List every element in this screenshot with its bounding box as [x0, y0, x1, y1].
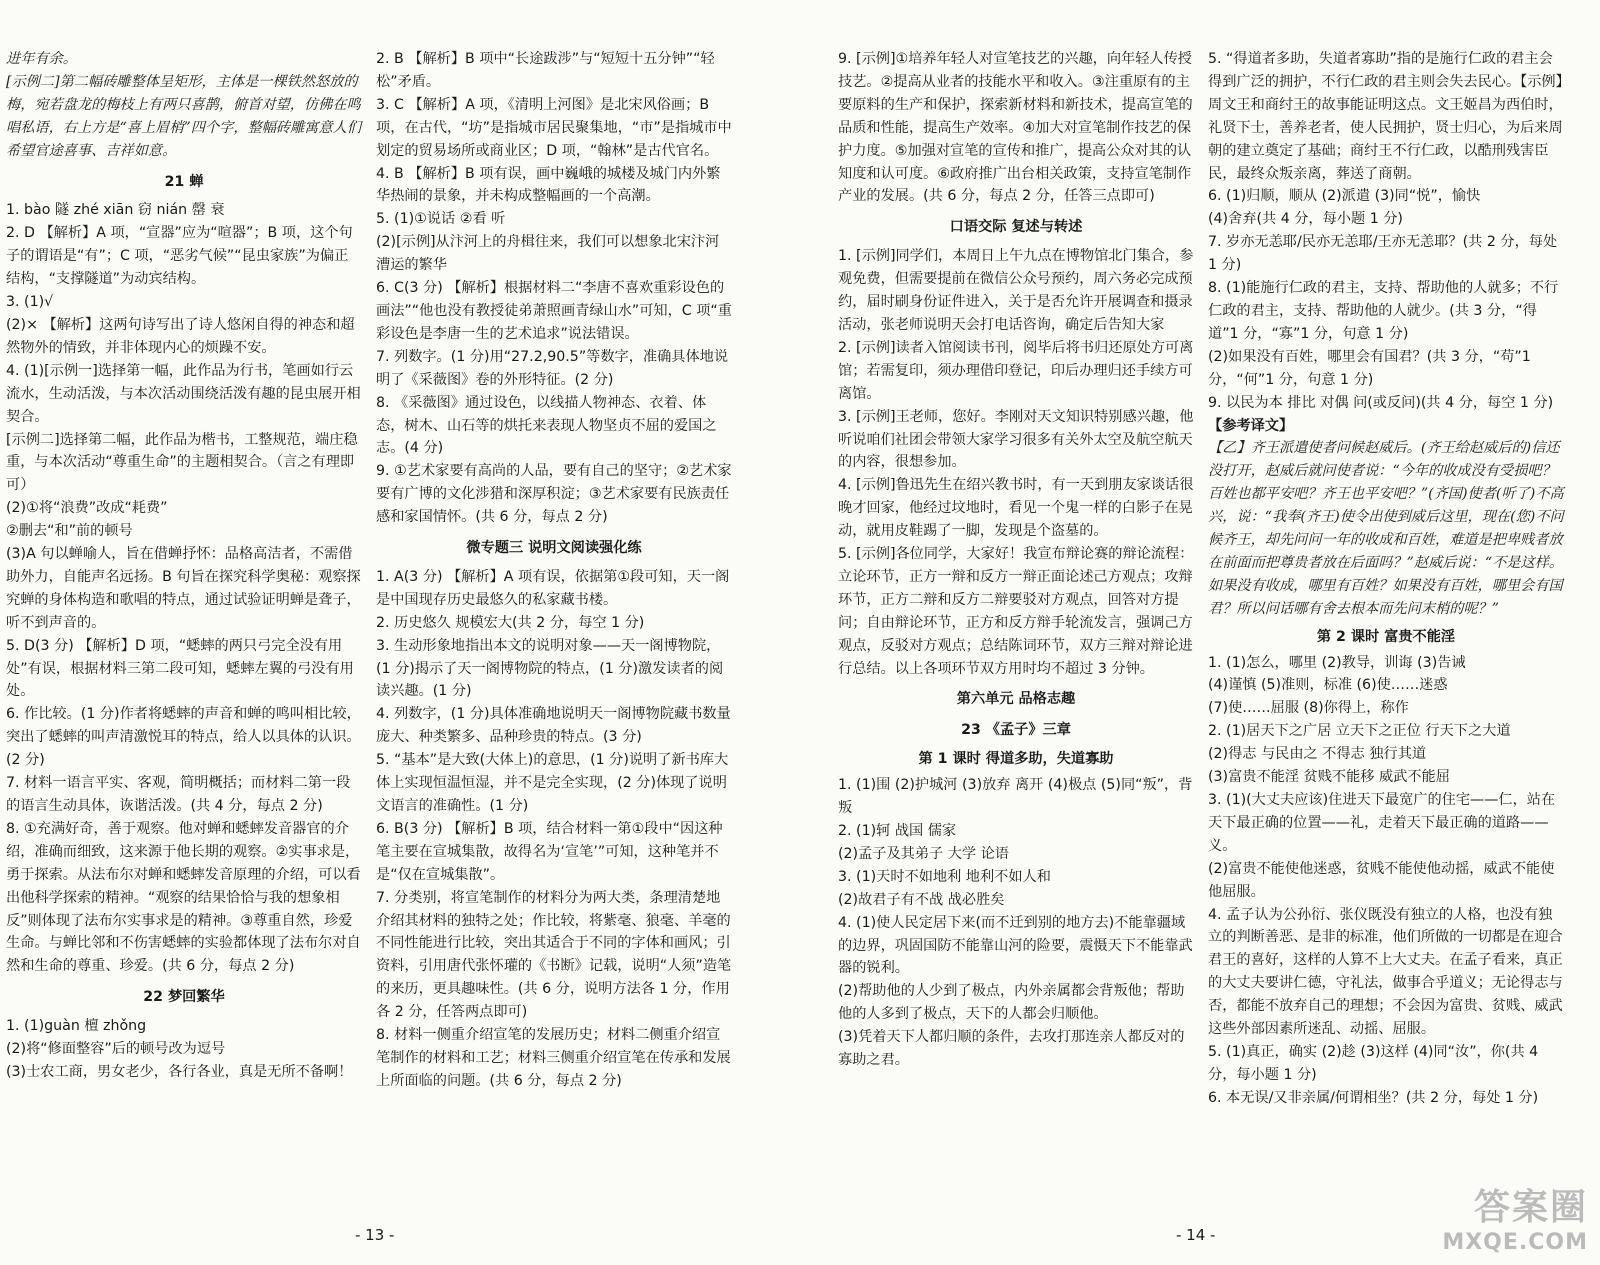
- answer-line: 3. C 【解析】A 项，《清明上河图》是北宋风俗画；B 项，在古代，“坊”是指城市居民聚集地，“市”是指城市中划定的贸易场所或商业区；D 项，“翰林”是古代官名。: [376, 96, 732, 159]
- section-heading: 22 梦回繁华: [143, 989, 225, 1006]
- answer-line: 2. 历史悠久 规模宏大(共 2 分，每空 1 分): [376, 614, 645, 631]
- page-number-14: - 14 -: [1176, 1226, 1216, 1244]
- answer-line: 9. [示例]①培养年轻人对宣笔技艺的兴趣，向年轻人传授技艺。②提高从业者的技能水平和收入。③注重原有的主要原料的生产和保护，探索新材料和新技术，提高宣笔的品质和性能，提高生产效率。④加大对宣笔制作技艺的保护力度。⑤加强对宣笔的宣传和推广，提高公众对其的认知度和认可度。⑥政府推广出台相关政策，支持宣笔制作产业的发展。(共 6 分，每点 2 分，任答三点即可): [838, 51, 1193, 205]
- answer-line: 2. [示例]读者入馆阅读书刊，阅毕后将书归还原处方可离馆；若需复印，须办理借印登记，印后办理归还手续方可离馆。: [838, 339, 1194, 402]
- answer-line: 9. 以民为本 排比 对偶 问(或反问)(共 4 分，每空 1 分): [1208, 394, 1554, 411]
- right-column-2: [1208, 48, 1564, 1110]
- answer-line: 4. B 【解析】B 项有误，画中巍峨的城楼及城门内外繁华热闹的景象，并未构成整幅画的一个高潮。: [376, 165, 721, 205]
- answer-line: 2. (1)轲 战国 儒家: [838, 823, 957, 839]
- answer-line: (7)使……屈服 (8)你得上，称作: [1208, 700, 1409, 717]
- answer-line: (2)富贵不能使他迷惑，贫贱不能使他动摇，威武不能使他屈服。: [1208, 860, 1555, 900]
- watermark: [1442, 1179, 1588, 1255]
- answer-line: 6. (1)归顺，顺从 (2)派遣 (3)同“悦”，愉快: [1208, 188, 1481, 205]
- answer-line: 6. 作比较。(1 分)作者将蟋蟀的声音和蝉的鸣叫相比较，突出了蟋蟀的叫声清激悦耳的特点，给人以具体的认识。(2 分): [6, 706, 361, 769]
- section-heading: 【乙】齐王派遣使者问候赵威后。(齐王给赵威后的)信还没打开，赵威后就问使者说：“今年的收成没有受损吧？百姓也都平安吧？齐王也平安吧？”(齐国)使者(听了)不高兴，说：“我奉(齐王)使令出使到威后这里，现在(您)不问候齐王，却先问问一年的收成和百姓，难道是把卑贱者放在前面而把尊贵者放在后面吗？”赵威后说：“不是这样。如果没有收成，哪里有百姓？如果没有百姓，哪里会有国君？所以问话哪有舍去根本而先问末梢的呢？”: [1208, 440, 1564, 617]
- watermark-url: MXQE.COM: [1442, 1230, 1588, 1255]
- answer-line: 4. (1)使人民定居下来(而不迁到别的地方去)不能靠疆域的边界，巩固国防不能靠山河的险要，震慑天下不能靠武器的锐利。: [838, 914, 1193, 977]
- answer-line: 4. 列数字，(1 分)具体准确地说明天一阁博物院藏书数量庞大、种类繁多、品种珍贵的特点。(3 分): [376, 706, 731, 746]
- left-column-1: [6, 48, 362, 1084]
- answer-line: 8. 《采薇图》通过设色，以线描人物神态、衣着、体态，树木、山石等的烘托来表现人物坚贞不屈的爱国之志。(4 分): [376, 394, 717, 457]
- answer-line: 5. “得道者多助，失道者寡助”指的是施行仁政的君主会得到广泛的拥护，不行仁政的君主则会失去民心。【示例】周文王和商纣王的故事能证明这点。文王姬昌为西伯时，礼贤下士，善养老者，使人民拥护，贤士归心，为后来周朝的建立奠定了基础；商纣王不行仁政，以酷刑残害臣民，最终众叛亲离，葬送了商朝。: [1208, 51, 1563, 182]
- answer-line: (2)①将“浪费”改成“耗费”: [6, 500, 168, 517]
- answer-line: 4. 孟子认为公孙衍、张仪既没有独立的人格，也没有独立的判断善恶、是非的标准，他们所做的一切都是在迎合君王的喜好，这样的人算不上大丈夫。在孟子看来，真正的大丈夫要讲仁德，守礼法，做事合乎道义；无论得志与否，都能不放弃自己的理想；不会因为富贵、贫贱、威武这些外部因素所迷乱、动摇、屈服。: [1208, 906, 1563, 1038]
- answer-line: 1. (1)guàn 檀 zhǒng: [6, 1018, 147, 1035]
- answer-line: 3. (1)√: [6, 294, 54, 311]
- answer-line: 8. 材料一侧重介绍宣笔的发展历史；材料二侧重介绍宣笔制作的材料和工艺；材料三侧重介绍宣笔在传承和发展上所面临的问题。(共 6 分，每点 2 分): [376, 1027, 731, 1089]
- watermark-title: 答案圈: [1473, 1187, 1588, 1228]
- section-heading: 第六单元 品格志趣: [956, 691, 1076, 708]
- answer-line: 7. 分类别，将宣笔制作的材料分为两大类，条理清楚地介绍其材料的独特之处；作比较，将紫毫、狼毫、羊毫的不同性能进行比较，突出其适合于不同的字体和画风；引资料，引用唐代张怀瓘的《书断》记载，说明“人须”造笔的来历，更具趣味性。(共 6 分，说明方法各 1 分，作用各 2 分，任答两点即可): [376, 889, 732, 1021]
- section-heading: 21 蝉: [164, 173, 204, 190]
- answer-line: (4)舍弃(共 4 分，每小题 1 分): [1208, 211, 1403, 228]
- answer-line: 5. D(3 分) 【解析】D 项，“蟋蟀的两只弓完全没有用处”有误，根据材料三第二段可知，蟋蟀左翼的弓没有用处。: [6, 637, 354, 700]
- answer-line: 1. A(3 分) 【解析】A 项有误，依据第①段可知，天一阁是中国现存历史最悠久的私家藏书楼。: [376, 568, 730, 608]
- answer-line: 4. (1)[示例一]选择第一幅，此作品为行书，笔画如行云流水，生动活泼，与本次活动围绕活泼有趣的昆虫展开相契合。: [6, 362, 361, 425]
- answer-line: 3. [示例]王老师，您好。李刚对天文知识特别感兴趣，他听说咱们社团会带领大家学习很多有关外太空及航空航天的内容，很想参加。: [838, 408, 1194, 471]
- section-heading: 微专题三 说明文阅读强化练: [466, 540, 642, 557]
- answer-line: (2)将“修面整容”后的顿号改为逗号: [6, 1041, 226, 1058]
- answer-line: (3)凭着天下人都归顺的条件，去攻打那连亲人都反对的寡助之君。: [838, 1029, 1185, 1069]
- answer-line: [示例二]选择第二幅，此作品为楷书，工整规范，端庄稳重，与本次活动“尊重生命”的主题相契合。（言之有理即可）: [6, 431, 358, 494]
- right-column-1: [838, 48, 1194, 1072]
- answer-line: 1. (1)怎么，哪里 (2)教导，训诲 (3)告诫: [1208, 654, 1466, 671]
- left-column-2: [376, 48, 732, 1093]
- answer-line: 6. 本无误/又非亲属/何谓相坐？(共 2 分，每处 1 分): [1208, 1089, 1539, 1106]
- answer-line: (2)得志 与民由之 不得志 独行其道: [1208, 746, 1427, 763]
- answer-line: 5. (1)①说话 ②看 听: [376, 211, 506, 228]
- answer-line: (4)谨慎 (5)准则，标准 (6)使……迷惑: [1208, 677, 1448, 694]
- answer-line: 7. 列数字。(1 分)用“27.2,90.5”等数字，准确具体地说明了《采薇图》卷的外形特征。(2 分): [376, 348, 729, 388]
- answer-line: (2)[示例]从汴河上的舟楫往来，我们可以想象北宋汴河漕运的繁华: [376, 234, 720, 274]
- answer-line: 2. (1)居天下之广居 立天下之正位 行天下之大道: [1208, 723, 1511, 740]
- answer-line: (3)A 句以蝉喻人，旨在借蝉抒怀：品格高洁者，不需借助外力，自能声名远扬。B 句旨在探究科学奥秘：观察探究蝉的身体构造和歌唱的特点，通过试验证明蝉是聋子，听不到声音的。: [6, 546, 361, 631]
- answer-line: 2. B 【解析】B 项中“长途跋涉”与“短短十五分钟”“轻松”矛盾。: [376, 51, 715, 90]
- answer-line: (2)如果没有百姓，哪里会有国君？(共 3 分，“苟”1 分，“何”1 分，句意 1 分): [1208, 348, 1531, 388]
- answer-line: 1. (1)围 (2)护城河 (3)放弃 离开 (4)极点 (5)同“叛”，背叛: [838, 777, 1193, 817]
- section-heading: 进年有余。: [6, 51, 77, 67]
- answer-line: (2)故君子有不战 战必胜矣: [838, 891, 1005, 908]
- answer-line: 1. [示例]同学们，本周日上午九点在博物馆北门集合，参观免费，但需要提前在微信公众号预约，周六务必完成预约，届时刷身份证件进入，关于是否允许开展调查和摄录活动，张老师说明天会打电话咨询，确定后告知大家: [838, 248, 1194, 333]
- answer-line: 3. (1)天时不如地利 地利不如人和: [838, 868, 1051, 885]
- answer-line: (3)士农工商，男女老少，各行各业，真是无所不备啊！: [6, 1063, 353, 1080]
- answer-line: 4. [示例]鲁迅先生在绍兴教书时，有一天到朋友家谈话很晚才回家，他经过坟地时，看见一个鬼一样的白影子在晃动，就用皮鞋踢了一脚，发现是个盗墓的。: [838, 477, 1194, 540]
- answer-line: 5. “基本”是大致(大体上)的意思，(1 分)说明了新书库大体上实现恒温恒湿，并不是完全实现，(2 分)体现了说明文语言的准确性。(1 分): [376, 752, 729, 814]
- answer-line: 5. (1)真正，确实 (2)趁 (3)这样 (4)同“汝”，你(共 4 分，每小题 1 分): [1208, 1043, 1539, 1083]
- answer-line: ②删去“和”前的顿号: [6, 523, 133, 540]
- answer-line: 2. D 【解析】A 项，“宣器”应为“喧器”；B 项，这个句子的谓语是“有”；C 项，“恶劣气候”“昆虫家族”为偏正结构，“支撑隧道”为动宾结构。: [6, 225, 353, 288]
- answer-line: (2)× 【解析】这两句诗写出了诗人悠闲自得的神态和超然物外的情致，并非体现内心的烦躁不安。: [6, 316, 355, 356]
- answer-line: 7. 材料一语言平实、客观，简明概括；而材料二第一段的语言生动具体，诙谐活泼。(共 4 分，每点 2 分): [6, 775, 351, 814]
- answer-line: 8. (1)能施行仁政的君主，支持、帮助他的人就多；不行仁政的君主，支持、帮助他的人就少。(共 3 分，“得道”1 分，“寡”1 分，句意 1 分): [1208, 280, 1559, 342]
- section-heading: 第 2 课时 富贵不能淫: [1316, 628, 1456, 645]
- answer-line: (3)富贵不能淫 贫贱不能移 威武不能屈: [1208, 769, 1450, 786]
- answer-line: 3. (1)(大丈夫应该)住进天下最宽广的住宅——仁，站在天下最正确的位置——礼，走着天下最正确的道路——义。: [1208, 792, 1556, 854]
- answer-line: (2)孟子及其弟子 大学 论语: [838, 845, 1009, 862]
- answer-line: 【参考译文】: [1208, 417, 1294, 434]
- answer-line: 7. 岁亦无恙耶/民亦无恙耶/王亦无恙耶？(共 2 分，每处 1 分): [1208, 234, 1558, 274]
- right-page: [800, 0, 1600, 1265]
- answer-line: 1. bào 隧 zhé xiān 窃 nián 罄 衰: [6, 202, 225, 219]
- answer-line: 3. 生动形象地指出本文的说明对象——天一阁博物院，(1 分)揭示了天一阁博物院的特点，(1 分)激发读者的阅读兴趣。(1 分): [376, 637, 724, 700]
- answer-line: 9. ①艺术家要有高尚的人品，要有自己的坚守；②艺术家要有广博的文化涉猎和深厚积淀；③艺术家要有民族责任感和家国情怀。(共 6 分，每点 2 分): [376, 463, 732, 526]
- answer-line: (2)帮助他的人少到了极点，内外亲属都会背叛他；帮助他的人多到了极点，天下的人都会归顺他。: [838, 983, 1185, 1023]
- page-number-13: - 13 -: [355, 1226, 395, 1244]
- section-heading: 口语交际 复述与转述: [949, 219, 1083, 236]
- answer-line: 6. B(3 分) 【解析】B 项，结合材料一第①段中“因这种笔主要在宣城集散，故得名为‘宣笔’”可知，这种笔并不是“仅在宣城集散”。: [376, 820, 723, 883]
- answer-line: 8. ①充满好奇，善于观察。他对蝉和蟋蟀发音器官的介绍，准确而细致，这来源于他长期的观察。②实事求是，勇于探索。从法布尔对蝉和蟋蟀发音原理的介绍，可以看出他科学探索的精神。“观察的结果恰恰与我的想象相反”则体现了法布尔实事求是的精神。③尊重自然，珍爱生命。与蝉比邻和不伤害蟋蟀的实验都体现了法布尔对自然和生命的尊重、珍爱。(共 6 分，每点 2 分): [6, 820, 361, 975]
- section-heading: 23 《孟子》三章: [961, 722, 1071, 739]
- answer-line: 6. C(3 分) 【解析】根据材料二“李唐不喜欢重彩设色的画法”“他也没有教授徒弟萧照画青绿山水”可知，C 项“重彩设色是李唐一生的艺术追求”说法错误。: [376, 280, 732, 342]
- answer-line: 5. [示例]各位同学，大家好！我宣布辩论赛的辩论流程：立论环节，正方一辩和反方一辩正面论述己方观点；攻辩环节，正方二辩和反方二辩要驳对方观点，回答对方提问；自由辩论环节，正方和反方辩手轮流发言，强调己方观点，反驳对方观点；总结陈词环节，双方三辩对辩论进行总结。以上各项环节双方用时均不超过 3 分钟。: [838, 546, 1194, 677]
- section-heading: [示例二]第二幅砖雕整体呈矩形，主体是一棵铁然怒放的梅，宛若盘龙的梅枝上有两只喜鹊，俯首对望，仿佛在鸣唱私语，右上方是“喜上眉梢”四个字，整幅砖雕寓意人们希望官途喜事、吉祥如意。: [6, 73, 362, 159]
- section-heading: 第 1 课时 得道多助，失道寡助: [918, 751, 1114, 768]
